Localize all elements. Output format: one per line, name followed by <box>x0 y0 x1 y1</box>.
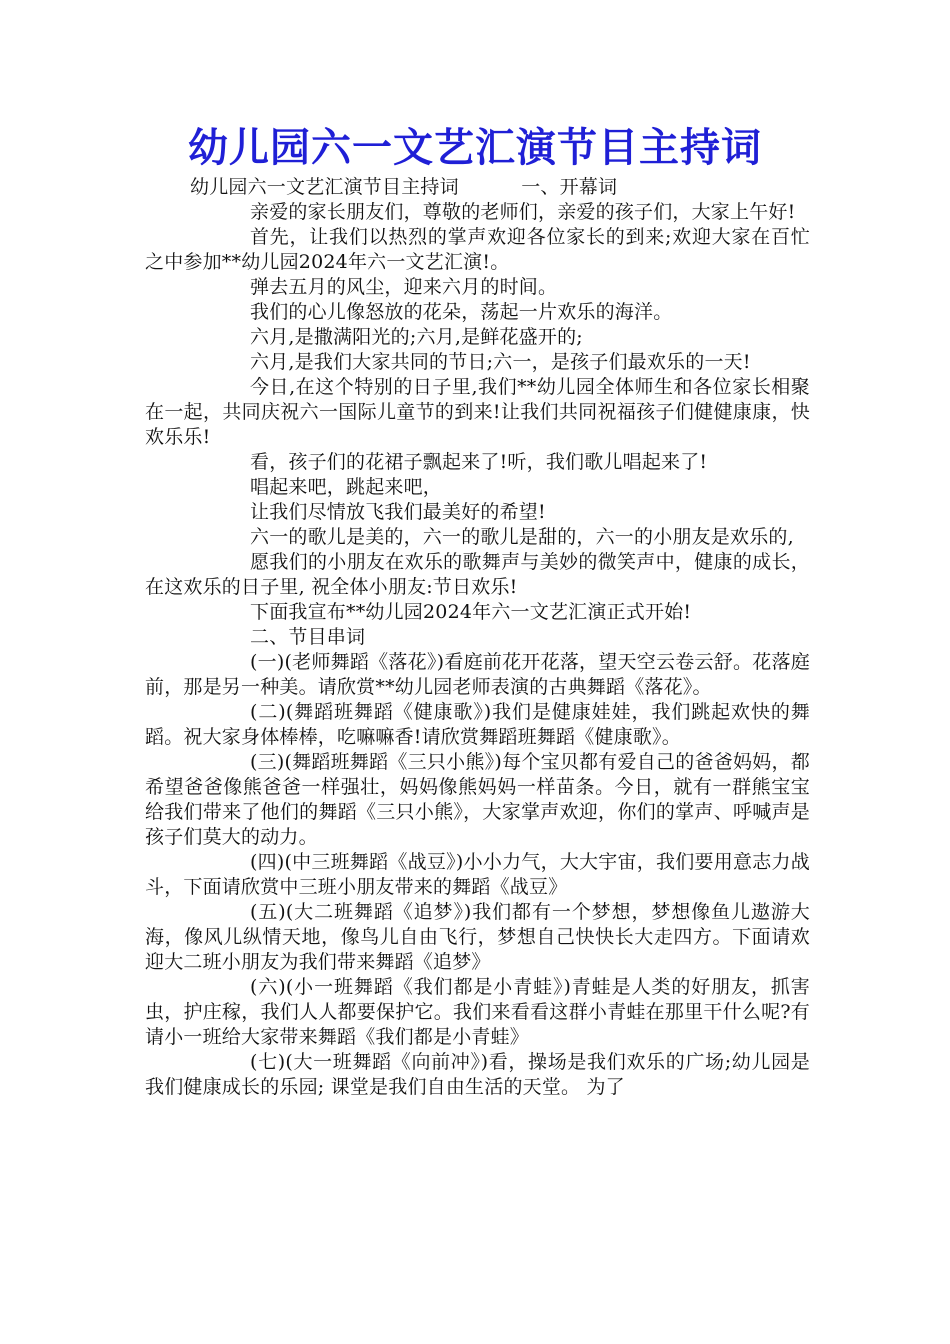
paragraph: (六)(小一班舞蹈《我们都是小青蛙》)青蛙是人类的好朋友，抓害虫，护庄稼，我们人人都要保护它。我们来看看这群小青蛙在那里干什么呢?有请小一班给大家带来舞蹈《我们都是小青蛙》 <box>145 976 810 1048</box>
document-title: 幼儿园六一文艺汇演节目主持词 <box>188 124 762 171</box>
paragraph: (一)(老师舞蹈《落花》)看庭前花开花落，望天空云卷云舒。花落庭前，那是另一种美。请欣赏**幼儿园老师表演的古典舞蹈《落花》。 <box>145 651 810 698</box>
paragraph: 弹去五月的风尘，迎来六月的时间。 <box>250 276 558 298</box>
paragraph: 愿我们的小朋友在欢乐的歌舞声与美妙的微笑声中，健康的成长，在这欢乐的日子里, 祝全体小朋友:节日欢乐! <box>145 551 810 598</box>
document-body <box>145 175 810 1100</box>
paragraph: 我们的心儿像怒放的花朵，荡起一片欢乐的海洋。 <box>250 301 673 323</box>
paragraph: (七)(大一班舞蹈《向前冲》)看，操场是我们欢乐的广场;幼儿园是我们健康成长的乐园; 课堂是我们自由生活的天堂。 为了 <box>145 1051 810 1098</box>
paragraph: 今日,在这个特别的日子里,我们**幼儿园全体师生和各位家长相聚在一起，共同庆祝六一国际儿童节的到来!让我们共同祝福孩子们健健康康，快欢乐乐! <box>145 376 810 448</box>
paragraph: 六一的歌儿是美的，六一的歌儿是甜的，六一的小朋友是欢乐的, <box>250 526 794 548</box>
paragraph: 看，孩子们的花裙子飘起来了!听，我们歌儿唱起来了! <box>250 451 708 473</box>
paragraph: 亲爱的家长朋友们，尊敬的老师们，亲爱的孩子们，大家上午好! <box>250 201 796 223</box>
paragraph: 首先，让我们以热烈的掌声欢迎各位家长的到来;欢迎大家在百忙之中参加**幼儿园2024年六一文艺汇演!。 <box>145 226 810 273</box>
paragraph: 唱起来吧，跳起来吧， <box>250 476 443 498</box>
paragraph: (五)(大二班舞蹈《追梦》)我们都有一个梦想，梦想像鱼儿遨游大海，像风儿纵情天地，像鸟儿自由飞行，梦想自己快快长大走四方。下面请欢迎大二班小朋友为我们带来舞蹈《追梦》 <box>145 901 810 973</box>
paragraph: (四)(中三班舞蹈《战豆》)小小力气，大大宇宙，我们要用意志力战斗，下面请欣赏中三班小朋友带来的舞蹈《战豆》 <box>145 851 810 898</box>
paragraph: (二)(舞蹈班舞蹈《健康歌》)我们是健康娃娃，我们跳起欢快的舞蹈。祝大家身体棒棒，吃嘛嘛香!请欣赏舞蹈班舞蹈《健康歌》。 <box>145 701 810 748</box>
paragraph: 让我们尽情放飞我们最美好的希望! <box>250 501 546 523</box>
section-heading: 二、节目串词 <box>250 626 366 648</box>
paragraph: 六月,是我们大家共同的节日;六一，是孩子们最欢乐的一天! <box>250 351 751 373</box>
document-subtitle: 幼儿园六一文艺汇演节目主持词 一、开幕词 <box>190 176 618 198</box>
paragraph: (三)(舞蹈班舞蹈《三只小熊》)每个宝贝都有爱自己的爸爸妈妈，都希望爸爸像熊爸爸一样强壮，妈妈像熊妈妈一样苗条。今日，就有一群熊宝宝给我们带来了他们的舞蹈《三只小熊》，大家掌声欢迎，你们的掌声、呼喊声是孩子们莫大的动力。 <box>145 751 810 848</box>
paragraph: 六月,是撒满阳光的;六月,是鲜花盛开的; <box>250 326 583 348</box>
paragraph: 下面我宣布**幼儿园2024年六一文艺汇演正式开始! <box>250 601 692 623</box>
